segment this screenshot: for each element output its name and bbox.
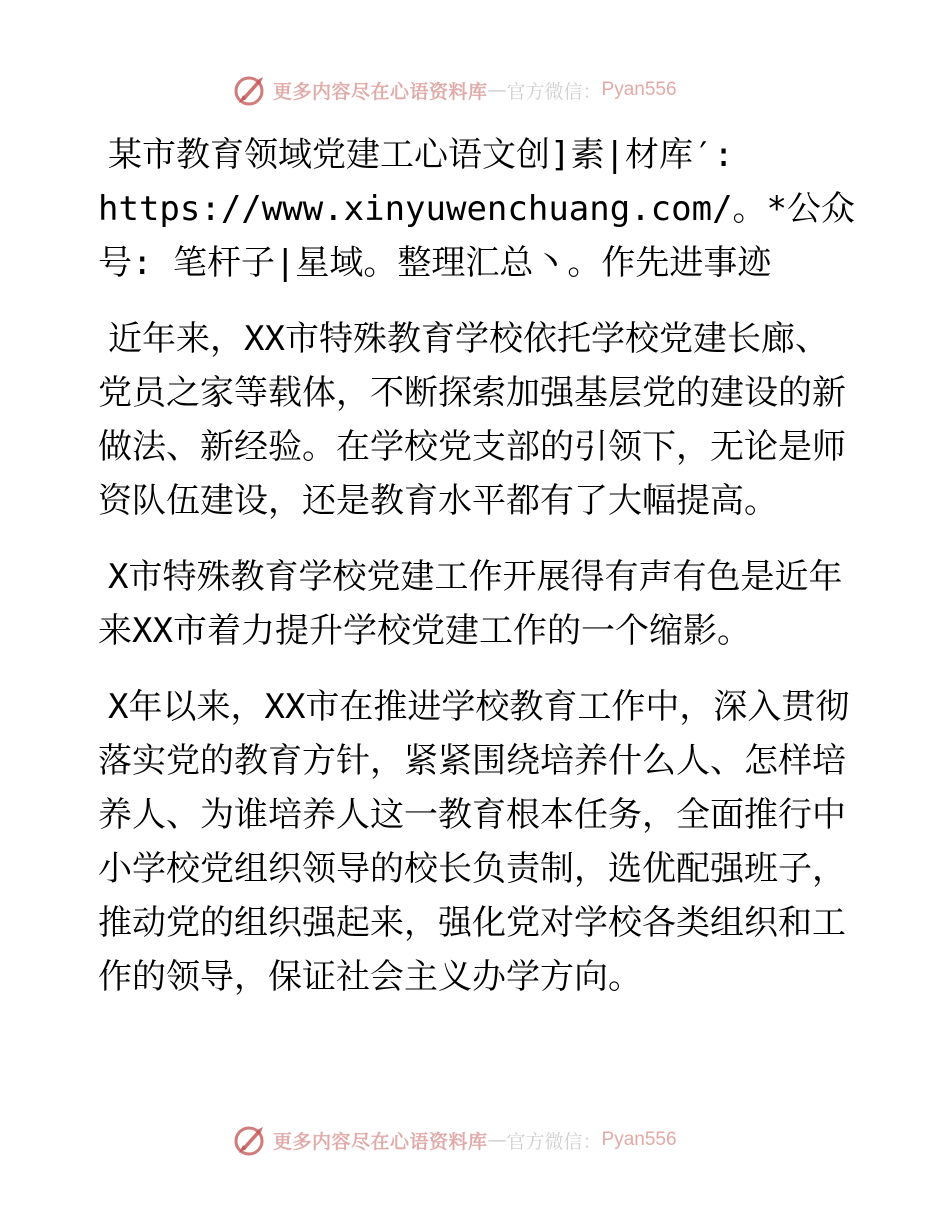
document-body bbox=[98, 128, 858, 1026]
header-watermark bbox=[233, 72, 713, 108]
quill-logo-icon bbox=[233, 1123, 269, 1157]
paragraph-2: 近年来，XX市特殊教育学校依托学校党建长廊、党员之家等载体，不断探索加强基层党的建设的新做法、新经验。在学校党支部的引领下，无论是师资队伍建设，还是教育水平都有了大幅提高。 bbox=[98, 319, 846, 521]
footer-watermark bbox=[233, 1122, 713, 1158]
paragraph-1: 某市教育领域党建工心语文创]素|材库′: https://www.xinyuwenchuang.com/。*公众号: 笔杆子|星域。整理汇总丶。作先进事迹 bbox=[98, 135, 856, 283]
header-wechat-label: 官方微信： bbox=[506, 80, 602, 103]
header-brand-text: 更多内容尽在心语资料库 bbox=[273, 80, 488, 103]
footer-wechat-label: 官方微信： bbox=[506, 1130, 602, 1153]
paragraph-4: X年以来，XX市在推进学校教育工作中，深入贯彻落实党的教育方针，紧紧围绕培养什么人、怎样培养人、为谁培养人这一教育根本任务，全面推行中小学校党组织领导的校长负责制，选优配强班子，推动党的组织强起来，强化党对学校各类组织和工作的领导，保证社会主义办学方向。 bbox=[98, 687, 850, 997]
footer-dash: — bbox=[487, 1129, 507, 1151]
paragraph-3: X市特殊教育学校党建工作开展得有声有色是近年来XX市着力提升学校党建工作的一个缩影。 bbox=[98, 557, 843, 651]
header-dash: — bbox=[487, 79, 507, 101]
footer-brand-text: 更多内容尽在心语资料库 bbox=[273, 1130, 488, 1153]
quill-logo-icon bbox=[233, 73, 269, 107]
footer-account: Pyan556 bbox=[601, 1129, 677, 1150]
header-account: Pyan556 bbox=[601, 79, 677, 100]
